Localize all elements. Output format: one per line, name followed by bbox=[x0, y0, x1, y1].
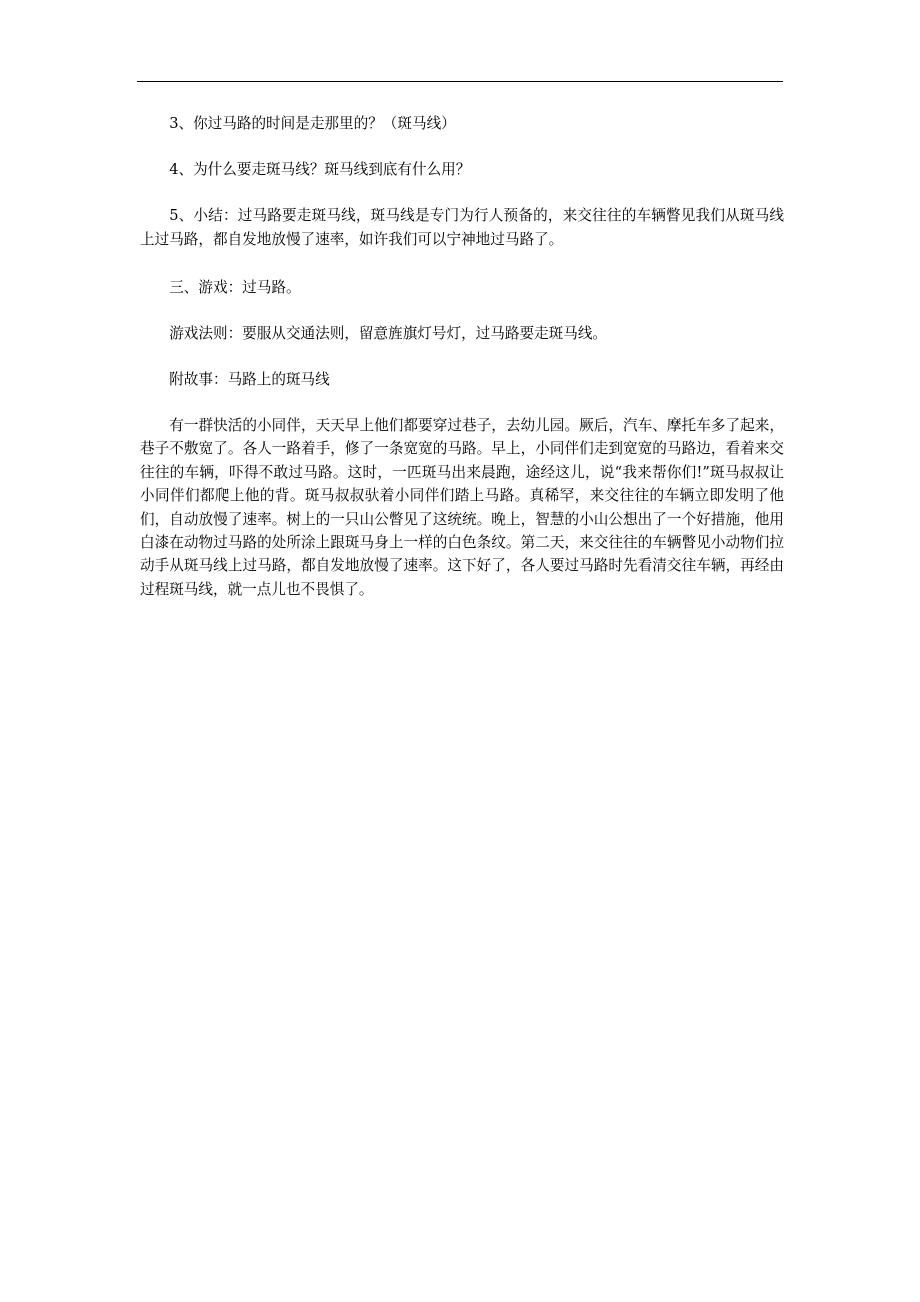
story-title: 附故事：马路上的斑马线 bbox=[169, 371, 330, 388]
summary-paragraph: 5、小结：过马路要走斑马线，斑马线是专门为行人预备的，来交往往的车辆瞥见我们从斑马线上过马路，都自发地放慢了速率，如许我们可以宁神地过马路了。 bbox=[140, 207, 784, 248]
header-rule bbox=[137, 81, 783, 82]
game-rules: 游戏法则：要服从交通法则，留意旌旗灯号灯，过马路要走斑马线。 bbox=[169, 325, 608, 342]
story-paragraph: 有一群快活的小同伴，天天早上他们都要穿过巷子，去幼儿园。厥后，汽车、摩托车多了起来，巷子不敷宽了。各人一路着手，修了一条宽宽的马路。早上，小同伴们走到宽宽的马路边，看着来交往往的车辆，吓得不敢过马路。这时，一匹斑马出来晨跑，途经这儿，说“我来帮你们!”斑马叔叔让小同伴们都爬上他的背。斑马叔叔驮着小同伴们踏上马路。真稀罕，来交往往的车辆立即发明了他们，自动放慢了速率。树上的一只山公瞥见了这统统。晚上，智慧的小山公想出了一个好措施，他用白漆在动物过马路的处所涂上跟斑马身上一样的白色条纹。第二天，来交往往的车辆瞥见小动物们拉动手从斑马线上过马路，都自发地放慢了速率。这下好了，各人要过马路时先看清交往车辆，再经由过程斑马线，就一点儿也不畏惧了。 bbox=[140, 417, 784, 598]
document-body bbox=[140, 112, 784, 601]
question-3: 3、你过马路的时间是走那里的？（斑马线） bbox=[169, 115, 456, 132]
question-4: 4、为什么要走斑马线？斑马线到底有什么用？ bbox=[169, 161, 471, 178]
section-game-heading: 三、游戏：过马路。 bbox=[169, 279, 301, 296]
